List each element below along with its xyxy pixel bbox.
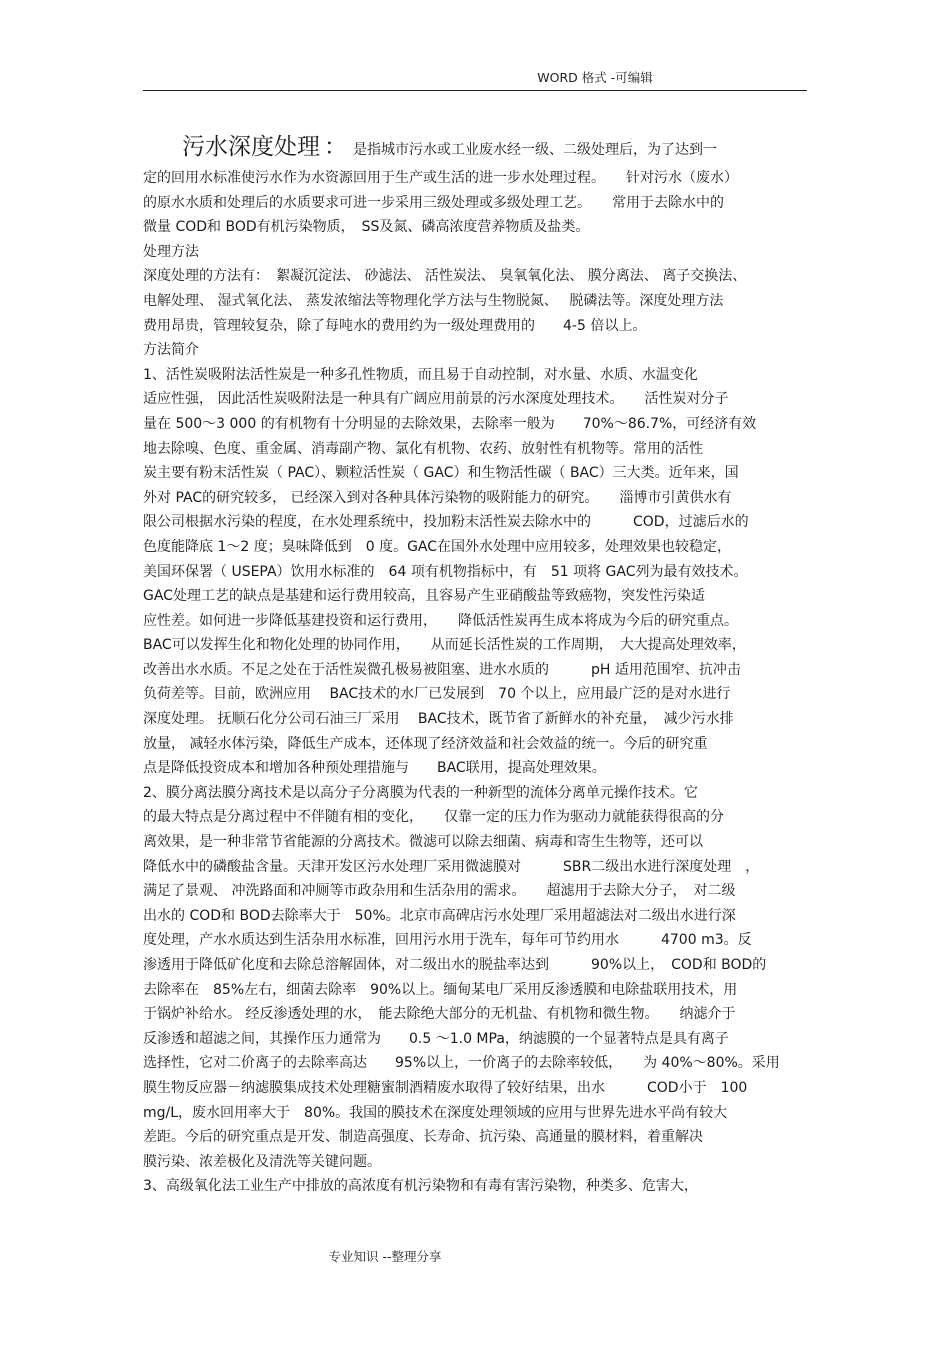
body-text-line: 的原水水质和处理后的水质要求可进一步采用三级处理或多级处理工艺。 常用于去除水中的	[143, 194, 724, 211]
body-text-line: 膜污染、浓差极化及清洗等关键问题。	[143, 1153, 381, 1170]
body-text-line: 色度能降底 1～2 度；臭味降低到 0 度。GAC在国外水处理中应用较多，处理效果也较稳定，	[143, 538, 732, 555]
body-text-line: 膜生物反应器－纳滤膜集成技术处理糖蜜制酒精废水取得了较好结果，出水 COD小于 100	[143, 1079, 748, 1096]
body-text-line: 1、活性炭吸附法活性炭是一种多孔性物质，而且易于自动控制，对水量、水质、水温变化	[143, 366, 698, 383]
body-text-line: 定的回用水标准使污水作为水资源回用于生产或生活的进一步水处理过程。 针对污水（废水）	[143, 170, 738, 186]
document-title: 污水深度处理	[182, 134, 320, 160]
body-text-line: 地去除嗅、色度、重金属、消毒副产物、氯化有机物、农药、放射性有机物等。常用的活性	[143, 440, 703, 457]
body-text-line: 2、膜分离法膜分离技术是以高分子分离膜为代表的一种新型的流体分离单元操作技术。它	[143, 784, 698, 801]
body-text-line: GAC处理工艺的缺点是基建和运行费用较高，且容易产生亚硝酸盐等致癌物，突发性污染适	[143, 588, 705, 605]
title-paragraph	[182, 128, 807, 161]
body-text-line: 负荷差等。目前，欧洲应用 BAC技术的水厂已发展到 70 个以上，应用最广泛的是对水进行	[143, 686, 731, 703]
title-definition-text: 是指城市污水或工业废水经一级、二级处理后，为了达到一	[353, 142, 717, 158]
body-text-line: 深度处理。 抚顺石化分公司石油三厂采用 BAC技术，既节省了新鲜水的补充量， 减少污水排	[143, 711, 734, 728]
body-text-line: 美国环保署（ USEPA）饮用水标准的 64 项有机物指标中，有 51 项将 GAC列为最有效技术。	[143, 563, 748, 580]
body-text-line: 适应性强， 因此活性炭吸附法是一种具有广阔应用前景的污水深度处理技术。 活性炭对分子	[143, 391, 729, 408]
body-text-line: 的最大特点是分离过程中不伴随有相的变化， 仅靠一定的压力作为驱动力就能获得很高的分	[143, 809, 724, 826]
page-header-label: WORD 格式 -可编辑	[537, 70, 653, 85]
body-text-line: 渗透用于降低矿化度和去除总溶解固体，对二级出水的脱盐率达到 90%以上， COD和 BOD的	[143, 957, 767, 973]
body-text-line: 满足了景观、 冲洗路面和冲厕等市政杂用和生活杂用的需求。 超滤用于去除大分子， 对二级	[143, 883, 736, 900]
body-text-line: 反渗透和超滤之间，其操作压力通常为 0.5 ～1.0 MPa，纳滤膜的一个显著特点是具有离子	[143, 1030, 729, 1047]
document-body	[143, 166, 807, 1199]
body-text-line: 方法简介	[143, 342, 199, 359]
body-text-line: mg/L，废水回用率大于 80%。我国的膜技术在深度处理领域的应用与世界先进水平尚有较大	[143, 1104, 728, 1121]
body-text-line: 选择性，它对二价离子的去除率高达 95%以上，一价离子的去除率较低， 为 40%～80%。采用	[143, 1055, 780, 1072]
body-text-line: 微量 COD和 BOD有机污染物质， SS及氮、磷高浓度营养物质及盐类。	[143, 219, 590, 236]
body-text-line: 深度处理的方法有： 絮凝沉淀法、 砂滤法、 活性炭法、 臭氧氧化法、 膜分离法、 离子交换法、	[143, 268, 747, 285]
body-text-line: 应性差。如何进一步降低基建投资和运行费用， 降低活性炭再生成本将成为今后的研究重点。	[143, 612, 738, 629]
body-text-line: 降低水中的磷酸盐含量。天津开发区污水处理厂采用微滤膜对 SBR二级出水进行深度处理 ，	[143, 858, 760, 875]
body-text-line: 离效果，是一种非常节省能源的分离技术。微滤可以除去细菌、病毒和寄生生物等，还可以	[143, 834, 703, 851]
title-colon: ：	[324, 134, 347, 160]
body-text-line: 差距。今后的研究重点是开发、制造高强度、长寿命、抗污染、高通量的膜材料，着重解决	[143, 1129, 703, 1146]
body-text-line: 费用昂贵，管理较复杂，除了每吨水的费用约为一级处理费用的 4-5 倍以上。	[143, 317, 647, 334]
body-text-line: 量在 500～3 000 的有机物有十分明显的去除效果，去除率一般为 70%～86.7%，可经济有效	[143, 415, 757, 432]
body-text-line: 于锅炉补给水。 经反渗透处理的水， 能去除绝大部分的无机盐、有机物和微生物。 纳滤介于	[143, 1006, 736, 1023]
body-text-line: 限公司根据水污染的程度，在水处理系统中，投加粉末活性炭去除水中的 COD，过滤后水的	[143, 514, 749, 531]
body-text-line: 改善出水水质。不足之处在于活性炭微孔极易被阻塞、进水水质的 pH 适用范围窄、抗冲击	[143, 661, 741, 678]
body-text-line: 处理方法	[143, 243, 199, 260]
header-divider	[143, 90, 807, 91]
body-text-line: 点是降低投资成本和增加各种预处理措施与 BAC联用，提高处理效果。	[143, 760, 606, 777]
body-text-line: BAC可以发挥生化和物化处理的协同作用， 从而延长活性炭的工作周期， 大大提高处理效率，	[143, 637, 746, 654]
body-text-line: 3、高级氧化法工业生产中排放的高浓度有机污染物和有毒有害污染物，种类多、危害大，	[143, 1178, 698, 1195]
body-text-line: 出水的 COD和 BOD去除率大于 50%。北京市高碑店污水处理厂采用超滤法对二级出水进行深	[143, 907, 736, 924]
body-text-line: 度处理，产水水质达到生活杂用水标准，回用污水用于洗车，每年可节约用水 4700 m3。反	[143, 932, 752, 949]
body-text-line: 去除率在 85%左右，细菌去除率 90%以上。缅甸某电厂采用反渗透膜和电除盐联用技术，用	[143, 981, 738, 998]
page-footer-label: 专业知识 --整理分享	[328, 1249, 442, 1264]
body-text-line: 放量， 减轻水体污染，降低生产成本，还体现了经济效益和社会效益的统一。今后的研究重	[143, 735, 708, 752]
body-text-line: 外对 PAC的研究较多， 已经深入到对各种具体污染物的吸附能力的研究。 淄博市引黄供水有	[143, 489, 732, 506]
body-text-line: 电解处理、 湿式氧化法、 蒸发浓缩法等物理化学方法与生物脱氮、 脱磷法等。深度处理方法	[143, 292, 724, 309]
body-text-line: 炭主要有粉末活性炭（ PAC）、颗粒活性炭（ GAC）和生物活性碳（ BAC）三大类。近年来，国	[143, 465, 739, 482]
